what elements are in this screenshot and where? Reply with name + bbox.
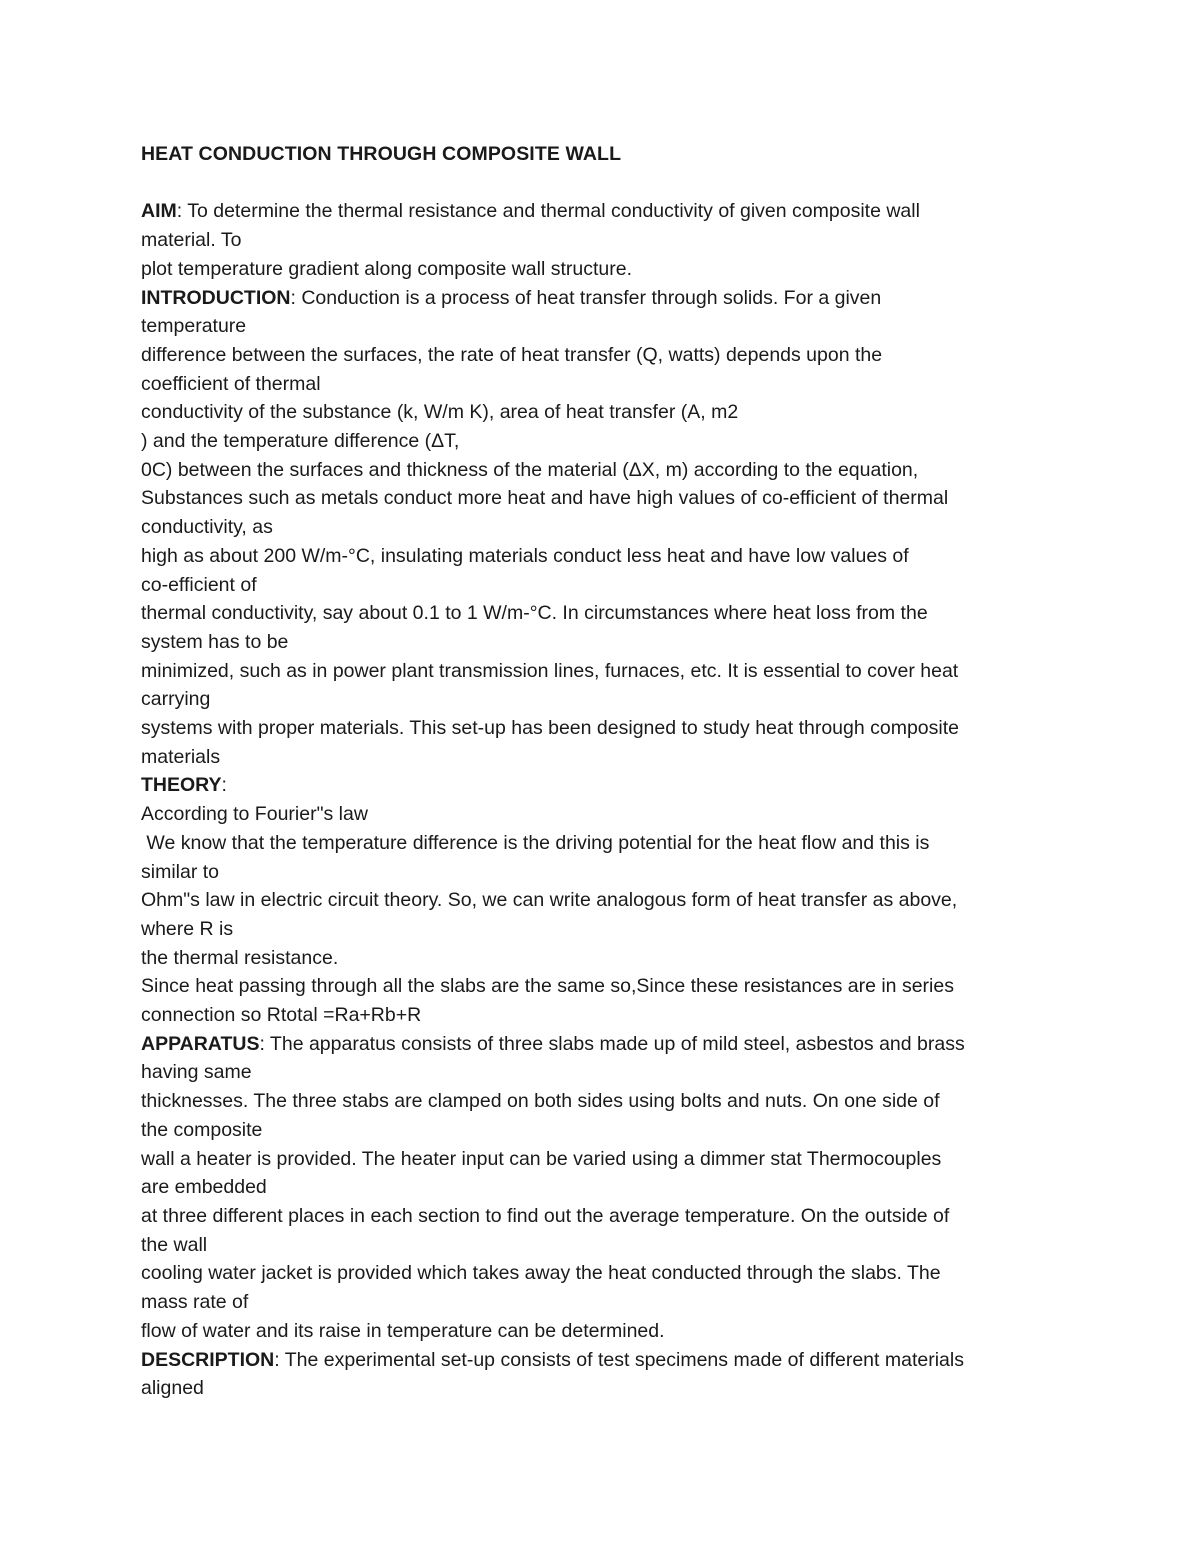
intro-line-3: difference between the surfaces, the rate of heat transfer (Q, watts) depends upon the: [141, 343, 883, 366]
description-heading: DESCRIPTION: [141, 1348, 275, 1371]
apparatus-line-6: are embedded: [141, 1176, 267, 1199]
theory-line-3: We know that the temperature difference is the driving potential for the heat flow and this is: [141, 831, 930, 854]
intro-text: : Conduction is a process of heat transfer through solids. For a given: [290, 286, 882, 309]
intro-line-4: coefficient of thermal: [141, 372, 321, 395]
apparatus-line-2: having same: [141, 1061, 252, 1084]
introduction-section: [141, 284, 1081, 772]
apparatus-line-3: thicknesses. The three stabs are clamped on both sides using bolts and nuts. On one side of: [141, 1090, 940, 1113]
theory-heading: THEORY: [141, 774, 222, 797]
aim-section: [141, 197, 1081, 283]
theory-line-7: the thermal resistance.: [141, 946, 339, 969]
theory-line-8: Since heat passing through all the slabs are the same so,Since these resistances are in series: [141, 975, 954, 998]
description-section: [141, 1346, 1081, 1403]
theory-line-6: where R is: [141, 917, 234, 940]
description-text: : The experimental set-up consists of test specimens made of different materials: [274, 1348, 964, 1371]
intro-line-10: high as about 200 W/m-°C, insulating materials conduct less heat and have low values of: [141, 544, 909, 567]
intro-line-17: materials: [141, 745, 221, 768]
aim-text: : To determine the thermal resistance and thermal conductivity of given composite wall: [176, 200, 920, 223]
aim-line-2: material. To: [141, 229, 242, 252]
apparatus-line-9: cooling water jacket is provided which takes away the heat conducted through the slabs. The: [141, 1262, 941, 1285]
apparatus-heading: APPARATUS: [141, 1032, 260, 1055]
theory-line-5: Ohm"s law in electric circuit theory. So, we can write analogous form of heat transfer as above,: [141, 889, 958, 912]
apparatus-line-4: the composite: [141, 1118, 263, 1141]
theory-line-9: connection so Rtotal =Ra+Rb+R: [141, 1004, 422, 1027]
intro-line-7: 0C) between the surfaces and thickness of the material (ΔX, m) according to the equation,: [141, 458, 919, 481]
apparatus-line-11: flow of water and its raise in temperature can be determined.: [141, 1319, 665, 1342]
intro-line-14: minimized, such as in power plant transmission lines, furnaces, etc. It is essential to cover heat: [141, 659, 959, 682]
intro-line-15: carrying: [141, 688, 211, 711]
document-title: HEAT CONDUCTION THROUGH COMPOSITE WALL: [141, 143, 622, 165]
intro-line-9: conductivity, as: [141, 516, 273, 539]
intro-line-13: system has to be: [141, 630, 289, 653]
intro-line-12: thermal conductivity, say about 0.1 to 1 W/m-°C. In circumstances where heat loss from the: [141, 602, 928, 625]
apparatus-line-5: wall a heater is provided. The heater input can be varied using a dimmer stat Thermocouples: [141, 1147, 942, 1170]
theory-line-2: According to Fourier"s law: [141, 803, 368, 826]
introduction-heading: INTRODUCTION: [141, 286, 291, 309]
intro-line-6: ) and the temperature difference (ΔT,: [141, 430, 460, 453]
theory-text: :: [221, 774, 227, 797]
theory-line-4: similar to: [141, 860, 220, 883]
apparatus-line-1: [141, 1030, 1081, 1059]
description-line-2: aligned: [141, 1377, 204, 1400]
document-page: [141, 140, 1081, 1403]
apparatus-line-8: the wall: [141, 1233, 208, 1256]
aim-line-1: [141, 197, 1081, 226]
apparatus-line-7: at three different places in each section to find out the average temperature. On the outside of: [141, 1205, 950, 1227]
apparatus-text: : The apparatus consists of three slabs made up of mild steel, asbestos and brass: [259, 1032, 965, 1055]
aim-heading: AIM: [141, 200, 177, 223]
intro-line-16: systems with proper materials. This set-up has been designed to study heat through composite: [141, 717, 959, 740]
apparatus-line-10: mass rate of: [141, 1291, 249, 1314]
theory-section: [141, 771, 1081, 1029]
apparatus-section: [141, 1030, 1081, 1346]
intro-line-8: Substances such as metals conduct more heat and have high values of co-efficient of thermal: [141, 487, 949, 510]
theory-line-1: [141, 771, 1081, 800]
description-line-1: [141, 1346, 1081, 1375]
intro-line-11: co-efficient of: [141, 573, 257, 596]
intro-line-2: temperature: [141, 315, 247, 338]
aim-line-3: plot temperature gradient along composite wall structure.: [141, 257, 633, 280]
intro-line-5: conductivity of the substance (k, W/m K), area of heat transfer (A, m2: [141, 401, 739, 424]
intro-line-1: [141, 284, 1081, 313]
